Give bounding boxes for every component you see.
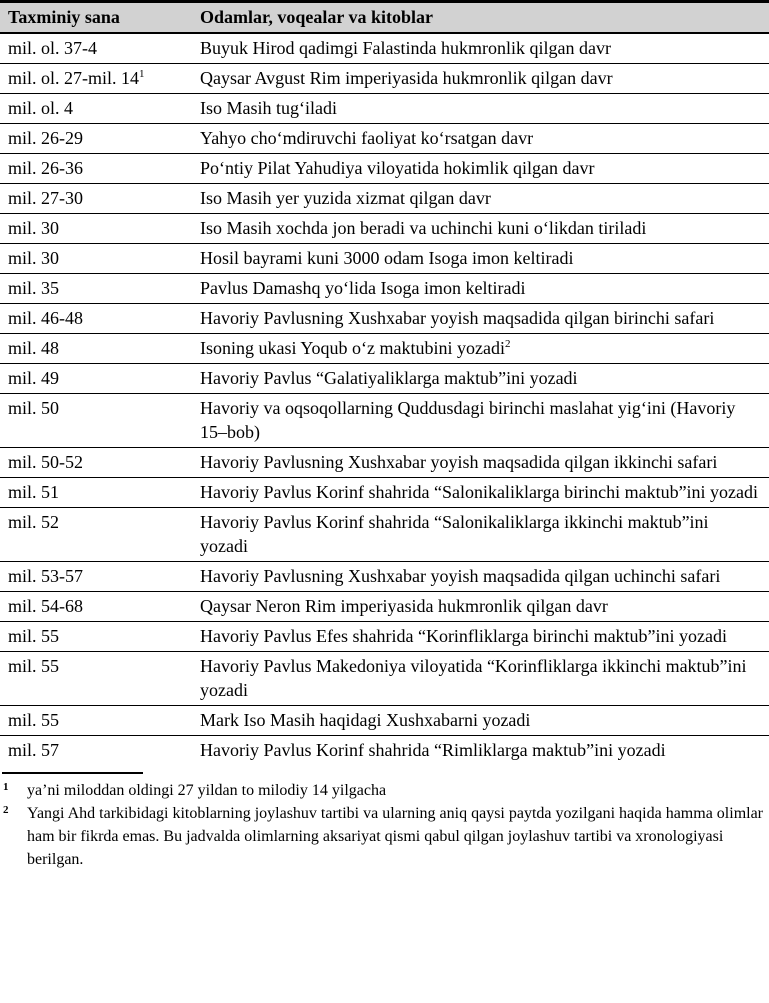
timeline-table-body (0, 33, 769, 765)
row-event: Qaysar Neron Rim imperiyasida hukmronlik qilgan davr (192, 592, 769, 622)
row-date: mil. 26-36 (0, 154, 192, 184)
table-row (0, 184, 769, 214)
table-row (0, 274, 769, 304)
row-date: mil. ol. 4 (0, 94, 192, 124)
table-row (0, 508, 769, 562)
table-header (0, 2, 769, 34)
row-event: Havoriy Pavlusning Xushxabar yoyish maqsadida qilgan uchinchi safari (192, 562, 769, 592)
row-event: Havoriy va oqsoqollarning Quddusdagi birinchi maslahat yigʻini (Havoriy 15–bob) (192, 394, 769, 448)
row-date: mil. 50-52 (0, 448, 192, 478)
row-date: mil. 55 (0, 622, 192, 652)
row-date: mil. ol. 27-mil. 14$^1$ (0, 64, 192, 94)
row-date: mil. 27-30 (0, 184, 192, 214)
footnotes-section (0, 772, 769, 871)
row-event: Havoriy Pavlus Makedoniya viloyatida “Korinfliklarga ikkinchi maktub”ini yozadi (192, 652, 769, 706)
row-date: mil. ol. 37-4 (8, 38, 97, 58)
footnote-item (0, 802, 769, 871)
row-event: Havoriy Pavlusning Xushxabar yoyish maqsadida qilgan birinchi safari (192, 304, 769, 334)
row-event: Pavlus Damashq yoʻlida Isoga imon keltiradi (192, 274, 769, 304)
row-date: mil. 30 (0, 244, 192, 274)
row-date: mil. 46-48 (0, 304, 192, 334)
row-event: Iso Masih tugʻiladi (192, 94, 769, 124)
footnote-text: yaʼni miloddan oldingi 27 yildan to milodiy 14 yilgacha (27, 782, 387, 799)
table-row (0, 214, 769, 244)
row-event: Iso Masih yer yuzida xizmat qilgan davr (192, 184, 769, 214)
row-event: Havoriy Pavlus Efes shahrida “Korinfliklarga birinchi maktub”ini yozadi (192, 622, 769, 652)
table-row (0, 562, 769, 592)
row-event: Qaysar Avgust Rim imperiyasida hukmronlik qilgan davr (192, 64, 769, 94)
footnote-marker: 1 (3, 781, 9, 793)
table-row (0, 364, 769, 394)
row-date: mil. 50 (0, 394, 192, 448)
row-date: mil. 48 (0, 334, 192, 364)
row-event: Yahyo choʻmdiruvchi faoliyat koʻrsatgan davr (192, 124, 769, 154)
row-date: mil. 55 (0, 706, 192, 736)
table-row (0, 334, 769, 364)
row-date: mil. 53-57 (0, 562, 192, 592)
row-date: mil. 30 (0, 214, 192, 244)
table-row (0, 592, 769, 622)
row-event: Havoriy Pavlus Korinf shahrida “Rimliklarga maktub”ini yozadi (192, 736, 769, 766)
row-date: mil. 57 (0, 736, 192, 766)
footnote-marker: 2 (3, 804, 9, 816)
row-event: Mark Iso Masih haqidagi Xushxabarni yozadi (192, 706, 769, 736)
header-cell-date: Taxminiy sana (0, 2, 192, 34)
header-cell-events: Odamlar, voqealar va kitoblar (192, 2, 769, 34)
row-date: mil. 55 (0, 652, 192, 706)
footnote-ref: 2 (504, 338, 511, 350)
table-row (0, 94, 769, 124)
row-event: Havoriy Pavlus Korinf shahrida “Salonikaliklarga birinchi maktub”ini yozadi (192, 478, 769, 508)
footnote-item (0, 779, 769, 802)
footnote-ref: 1 (139, 68, 145, 80)
footnote-text: Yangi Ahd tarkibidagi kitoblarning joylashuv tartibi va ularning aniq qaysi paytda yozilgani haqida hamma olimlar ham bir fikrda emas. Bu jadvalda olimlarning aksariyat qismi qabul qilgan joylashuv tartibi va xronologiyasi berilgan. (27, 805, 764, 868)
table-row (0, 394, 769, 448)
header-row (0, 2, 769, 34)
row-event: Iso Masih xochda jon beradi va uchinchi kuni oʻlikdan tiriladi (192, 214, 769, 244)
table-row (0, 652, 769, 706)
row-event: Havoriy Pavlus “Galatiyaliklarga maktub”ini yozadi (192, 364, 769, 394)
row-event: Havoriy Pavlus Korinf shahrida “Salonikaliklarga ikkinchi maktub”ini yozadi (192, 508, 769, 562)
footnotes-list (0, 779, 769, 871)
row-date: mil. 35 (0, 274, 192, 304)
table-row (0, 244, 769, 274)
table-row (0, 304, 769, 334)
row-date: mil. 52 (0, 508, 192, 562)
row-event: Isoning ukasi Yoqub oʻz maktubini yozadi$^2$ (192, 334, 769, 364)
row-event: Havoriy Pavlusning Xushxabar yoyish maqsadida qilgan ikkinchi safari (192, 448, 769, 478)
row-event: Buyuk Hirod qadimgi Falastinda hukmronlik qilgan davr (200, 38, 611, 58)
footnote-separator (2, 772, 143, 774)
row-event: Hosil bayrami kuni 3000 odam Isoga imon keltiradi (192, 244, 769, 274)
table-row (0, 706, 769, 736)
table-row (0, 154, 769, 184)
row-event: Poʻntiy Pilat Yahudiya viloyatida hokimlik qilgan davr (192, 154, 769, 184)
table-row (0, 33, 769, 64)
table-row (0, 478, 769, 508)
row-date: mil. 49 (0, 364, 192, 394)
row-date: mil. 54-68 (0, 592, 192, 622)
row-date: mil. 51 (0, 478, 192, 508)
table-row (0, 64, 769, 94)
row-date: mil. 26-29 (0, 124, 192, 154)
table-row (0, 736, 769, 766)
table-row (0, 124, 769, 154)
table-row (0, 622, 769, 652)
table-row (0, 448, 769, 478)
